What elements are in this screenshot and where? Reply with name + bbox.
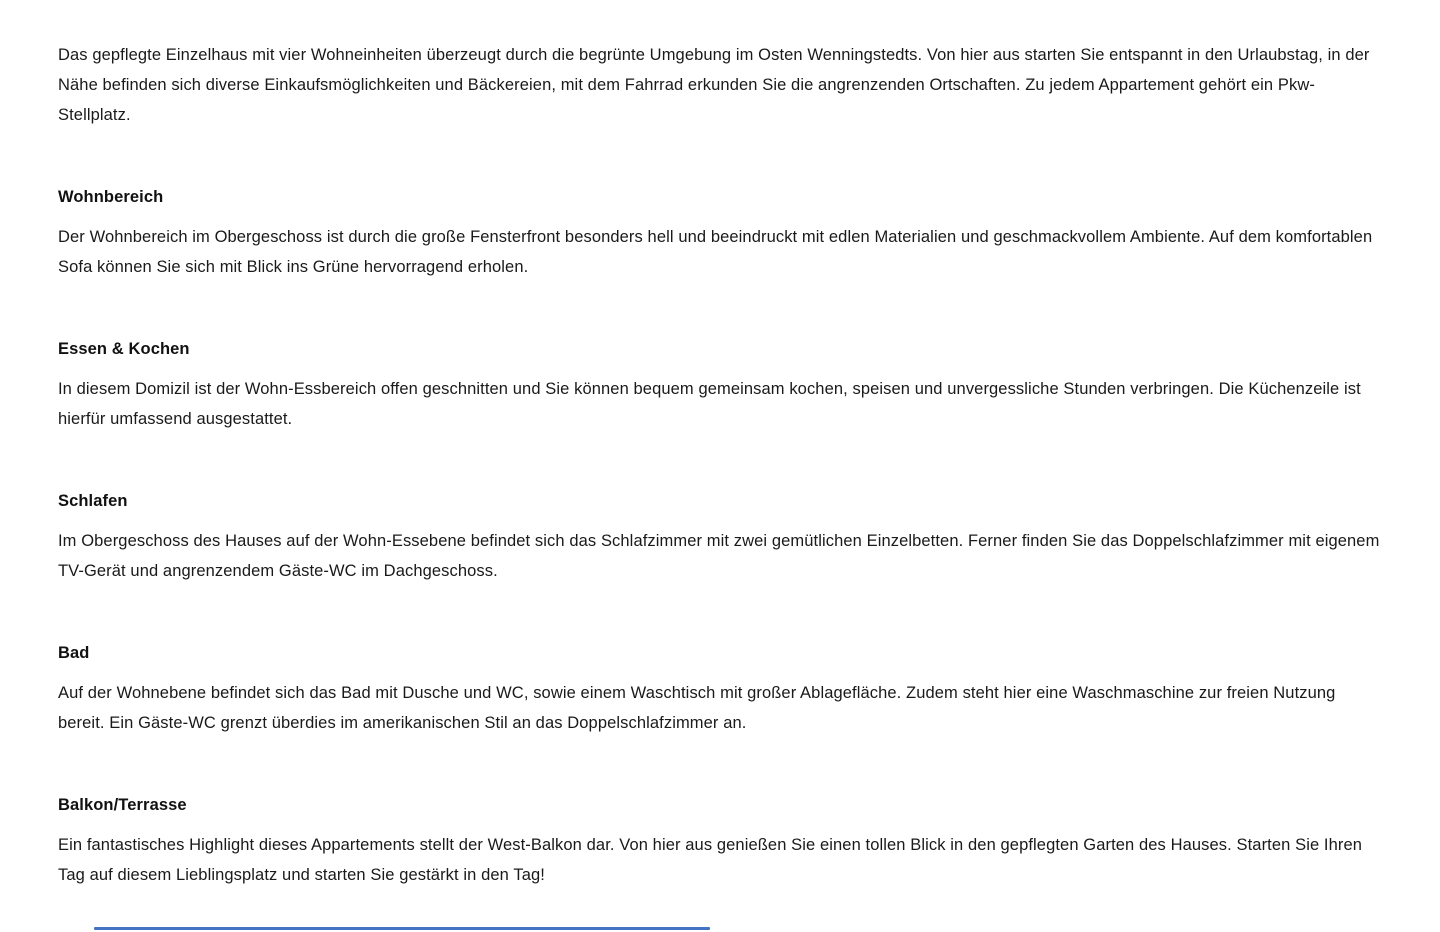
section-paragraph: In diesem Domizil ist der Wohn-Essbereich offen geschnitten und Sie können bequem gemeinsam kochen, speisen und unvergessliche Stunden verbringen. Die Küchenzeile ist hierfür umfassend ausgestattet.: [58, 380, 1361, 428]
section-paragraph: Auf der Wohnebene befindet sich das Bad mit Dusche und WC, sowie einem Waschtisch mit großer Ablagefläche. Zudem steht hier eine Waschmaschine zur freien Nutzung bereit. Ein Gäste-WC grenzt überdies im amerikanischen Stil an das Doppelschlafzimmer an.: [58, 684, 1336, 732]
section-heading: Balkon/Terrasse: [58, 796, 187, 814]
blue-divider-line: [94, 927, 710, 930]
section-heading: Essen & Kochen: [58, 340, 190, 358]
section-heading: Schlafen: [58, 492, 128, 510]
section-bad: [58, 638, 1382, 738]
section-paragraph: Im Obergeschoss des Hauses auf der Wohn-Essebene befindet sich das Schlafzimmer mit zwei gemütlichen Einzelbetten. Ferner finden Sie das Doppelschlafzimmer mit eigenem TV-Gerät und angrenzendem Gäste-WC im Dachgeschoss.: [58, 532, 1380, 580]
section-wohnbereich: [58, 182, 1382, 282]
intro-paragraph: Das gepflegte Einzelhaus mit vier Wohneinheiten überzeugt durch die begrünte Umgebung im Osten Wenningstedts. Von hier aus starten Sie entspannt in den Urlaubstag, in der Nähe befinden sich diverse Einkaufsmöglichkeiten und Bäckereien, mit dem Fahrrad erkunden Sie die angrenzenden Ortschaften. Zu jedem Appartement gehört ein Pkw-Stellplatz.: [58, 46, 1370, 124]
section-balkon-terrasse: [58, 790, 1382, 890]
section-heading: Wohnbereich: [58, 188, 164, 206]
section-paragraph: Ein fantastisches Highlight dieses Appartements stellt der West-Balkon dar. Von hier aus genießen Sie einen tollen Blick in den gepflegten Garten des Hauses. Starten Sie Ihren Tag auf diesem Lieblingsplatz und starten Sie gestärkt in den Tag!: [58, 836, 1363, 884]
section-essen-kochen: [58, 334, 1382, 434]
section-heading: Bad: [58, 644, 90, 662]
section-schlafen: [58, 486, 1382, 586]
section-paragraph: Der Wohnbereich im Obergeschoss ist durch die große Fensterfront besonders hell und beeindruckt mit edlen Materialien und geschmackvollem Ambiente. Auf dem komfortablen Sofa können Sie sich mit Blick ins Grüne hervorragend erholen.: [58, 228, 1373, 276]
